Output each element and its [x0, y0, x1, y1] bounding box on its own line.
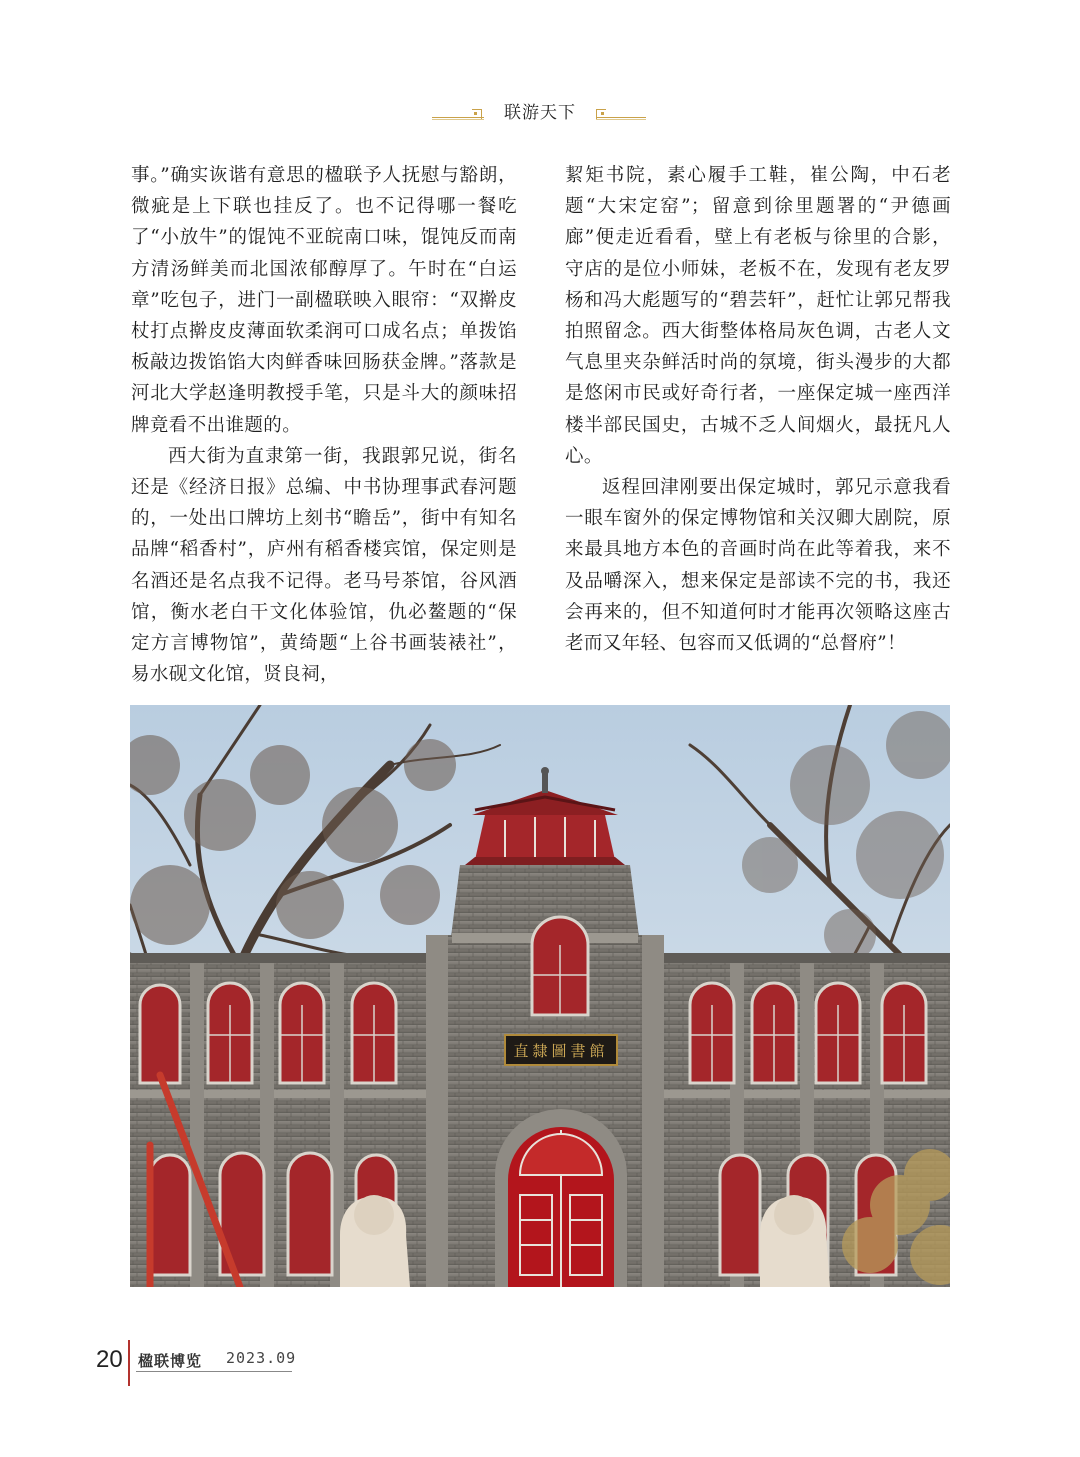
issue-date: 2023.09	[226, 1349, 297, 1367]
running-header	[0, 96, 1080, 128]
footer-divider	[128, 1340, 130, 1386]
paragraph: 西大街为直隶第一街，我跟郭兄说，街名还是《经济日报》总编、中书协理事武春河题的，一处出口牌坊上刻书“瞻岳”，街中有知名品牌“稻香村”，庐州有稻香楼宾馆，保定则是名酒还是名点我不记得。老马号茶馆，谷风酒馆，衡水老白干文化体验馆，仇必鳌题的“保定方言博物馆”，黄绮题“上谷书画装裱社”，易水砚文化馆，贤良祠，	[131, 445, 517, 686]
header-rule-left-thin	[432, 119, 484, 120]
header-rule-right	[596, 117, 646, 118]
paragraph: 返程回津刚要出保定城时，郭兄示意我看一眼车窗外的保定博物馆和关汉卿大剧院，原来最具地方本色的音画时尚在此等着我，来不及品嚼深入，想来保定是部读不完的书，我还会再来的，但不知道何时才能再次领略这座古老而又年轻、包容而又低调的“总督府”！	[565, 477, 951, 655]
right-column	[565, 160, 951, 659]
plaque-text: 直隸圖書館	[513, 1042, 609, 1060]
left-column	[131, 160, 517, 690]
library-photo	[130, 705, 950, 1287]
header-rule-right-thin	[596, 119, 646, 120]
page-number: 20	[96, 1346, 123, 1373]
section-title: 联游天下	[504, 103, 576, 123]
paragraph: 絜矩书院，素心履手工鞋，崔公陶，中石老题“大宋定窑”；留意到徐里题署的“尹德画廊”便走近看看，壁上有老板与徐里的合影，守店的是位小师妹，老板不在，发现有老友罗杨和冯大彪题写的“碧芸轩”，赶忙让郭兄帮我拍照留念。西大街整体格局灰色调，古老人文气息里夹杂鲜活时尚的氛境，街头漫步的大都是悠闲市民或好奇行者，一座保定城一座西洋楼半部民国史，古城不乏人间烟火，最抚凡人心。	[565, 165, 951, 467]
header-ornament-left-icon	[472, 109, 482, 119]
paragraph: 事。”确实诙谐有意思的楹联予人抚慰与豁朗，微疵是上下联也挂反了。也不记得哪一餐吃了“小放牛”的馄饨不亚皖南口味，馄饨反而南方清汤鲜美而北国浓郁醇厚了。午时在“白运章”吃包子，进门一副楹联映入眼帘：“双擀皮杖打点擀皮皮薄面软柔润可口成名点；单拨馅板敲边拨馅馅大肉鲜香味回肠获金牌。”落款是河北大学赵逢明教授手笔，只是斗大的颜味招牌竟看不出谁题的。	[131, 165, 517, 436]
magazine-title: 楹联博览	[138, 1352, 203, 1370]
footer-underline	[136, 1371, 292, 1372]
